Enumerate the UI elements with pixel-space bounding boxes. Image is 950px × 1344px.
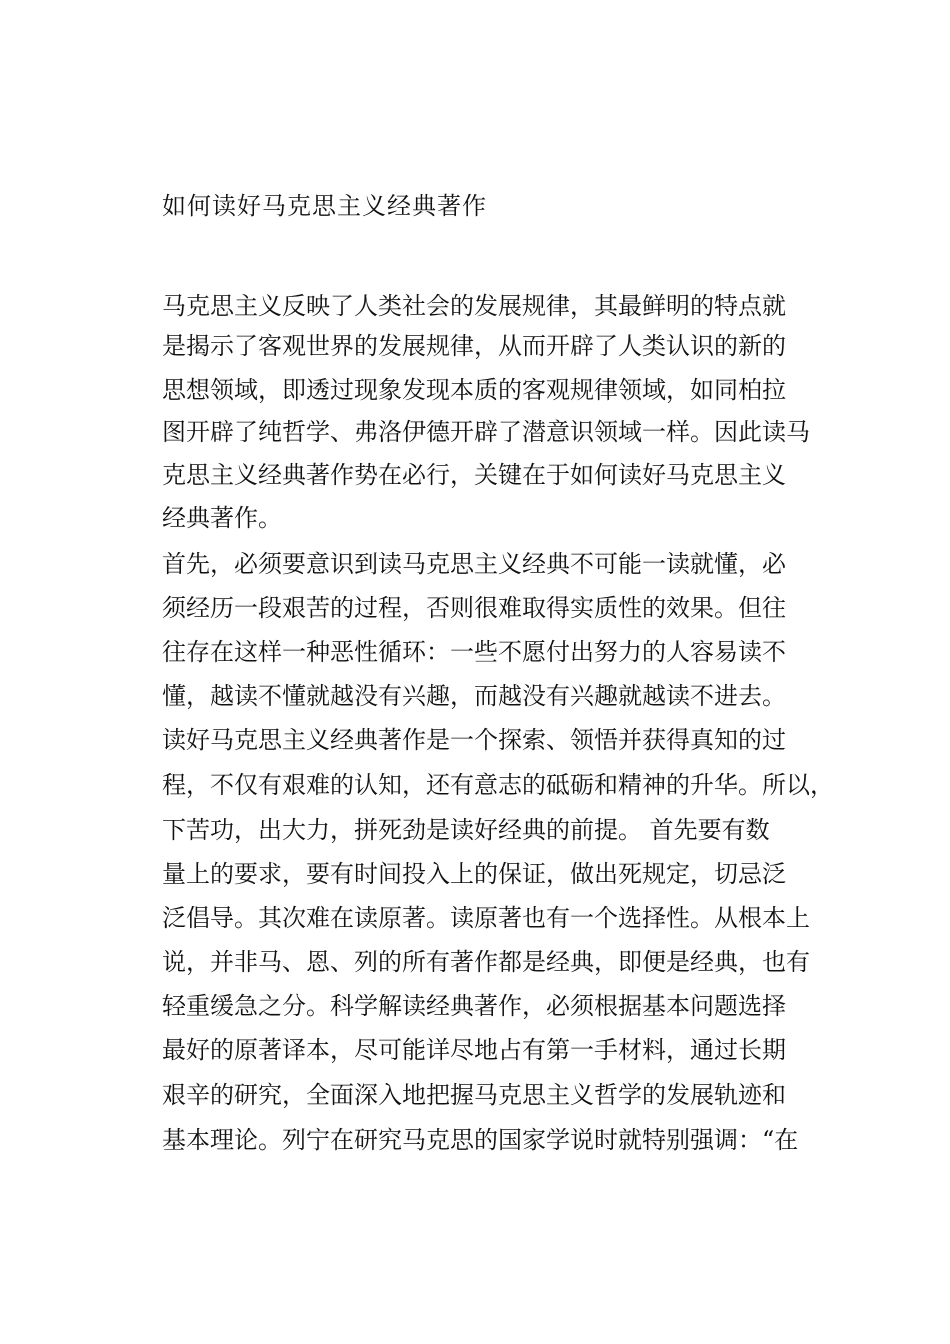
body-line: 基本理论。列宁在研究马克思的国家学说时就特别强调：“在 xyxy=(162,1126,799,1154)
body-line: 图开辟了纯哲学、弗洛伊德开辟了潜意识领域一样。因此读马 xyxy=(162,418,810,446)
body-line: 首先，必须要意识到读马克思主义经典不可能一读就懂，必 xyxy=(162,550,786,578)
body-line: 最好的原著译本，尽可能详尽地占有第一手材料，通过长期 xyxy=(162,1036,786,1064)
body-line: 须经历一段艰苦的过程，否则很难取得实质性的效果。但往 xyxy=(162,594,786,622)
body-line: 是揭示了客观世界的发展规律，从而开辟了人类认识的新的 xyxy=(162,332,786,360)
body-line: 经典著作。 xyxy=(162,504,282,532)
body-line: 下苦功，出大力，拼死劲是读好经典的前提。 首先要有数 xyxy=(162,816,770,844)
body-line: 思想领域，即透过现象发现本质的客观规律领域，如同柏拉 xyxy=(162,376,786,404)
body-line: 轻重缓急之分。科学解读经典著作，必须根据基本问题选择 xyxy=(162,992,786,1020)
body-line: 量上的要求，要有时间投入上的保证，做出死规定，切忌泛 xyxy=(162,860,786,888)
body-line: 读好马克思主义经典著作是一个探索、领悟并获得真知的过 xyxy=(162,726,786,754)
document-title: 如何读好马克思主义经典著作 xyxy=(162,192,487,220)
body-line: 马克思主义反映了人类社会的发展规律，其最鲜明的特点就 xyxy=(162,292,786,320)
body-line: 克思主义经典著作势在必行，关键在于如何读好马克思主义 xyxy=(162,461,786,489)
body-line: 说，并非马、恩、列的所有著作都是经典，即便是经典，也有 xyxy=(162,948,810,976)
body-line: 泛倡导。其次难在读原著。读原著也有一个选择性。从根本上 xyxy=(162,904,810,932)
body-line: 程，不仅有艰难的认知，还有意志的砥砺和精神的升华。所以， xyxy=(162,771,834,799)
body-line: 往存在这样一种恶性循环：一些不愿付出努力的人容易读不 xyxy=(162,638,786,666)
body-line: 艰辛的研究，全面深入地把握马克思主义哲学的发展轨迹和 xyxy=(162,1081,786,1109)
body-line: 懂，越读不懂就越没有兴趣，而越没有兴趣就越读不进去。 xyxy=(162,682,786,710)
